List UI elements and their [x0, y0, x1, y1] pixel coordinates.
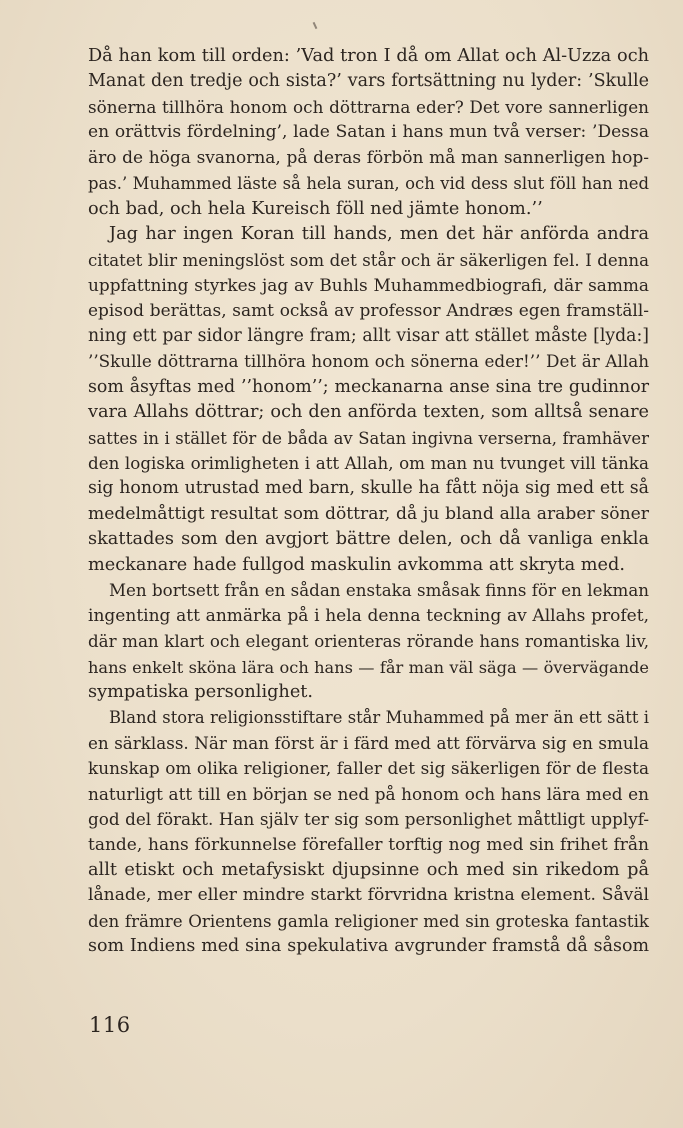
text-line: ingenting att anmärka på i hela denna teckning av Allahs profet, [88, 605, 649, 626]
text-line: vara Allahs döttrar; och den anförda texten, som alltså senare [88, 402, 649, 423]
text-line: Manat den tredje och sista?’ vars fortsättning nu lyder: ’Skulle [88, 71, 649, 92]
text-line: den främre Orientens gamla religioner med sin groteska fantastik [88, 911, 649, 931]
text-line: och bad, och hela Kureisch föll ned jämte honom.’’ [88, 198, 543, 219]
paragraph-start-line: Bland stora religionsstiftare står Muhammed på mer än ett sätt i [109, 708, 649, 728]
text-line: god del förakt. Han själv ter sig som personlighet måttligt upplyf- [88, 809, 649, 830]
text-line: citatet blir meningslöst som det står och är säkerligen fel. I denna [88, 250, 649, 270]
text-line: allt etiskt och metafysiskt djupsinne och med sin rikedom på [88, 860, 649, 880]
text-line: ning ett par sidor längre fram; allt visar att stället måste [lyda:] [88, 325, 649, 346]
text-line: den logiska orimligheten i att Allah, om man nu tvunget vill tänka [88, 453, 649, 473]
text-line: meckanare hade fullgod maskulin avkomma att skryta med. [88, 554, 625, 575]
text-line: en orättvis fördelning’, lade Satan i hans mun två verser: ’Dessa [88, 122, 649, 143]
text-line: pas.’ Muhammed läste så hela suran, och vid dess slut föll han ned [88, 174, 649, 194]
text-line: medelmåttigt resultat som döttrar, då ju bland alla araber söner [88, 503, 649, 524]
text-line: sattes in i stället för de båda av Satan ingivna verserna, framhäver [88, 428, 649, 448]
text-line: sig honom utrustad med barn, skulle ha fått nöja sig med ett så [88, 478, 649, 499]
text-line: som Indiens med sina spekulativa avgrunder framstå då såsom [88, 936, 649, 957]
text-line: skattades som den avgjort bättre delen, och då vanliga enkla [88, 529, 649, 550]
text-line: episod berättas, samt också av professor Andræs egen framställ- [88, 300, 649, 321]
text-line: naturligt att till en början se ned på honom och hans lära med en [88, 783, 649, 804]
text-line: ’’Skulle döttrarna tillhöra honom och sönerna eder!’’ Det är Allah [88, 351, 649, 372]
text-line: som åsyftas med ’’honom’’; meckanarna anse sina tre gudinnor [88, 376, 649, 397]
paragraph-start-line: Men bortsett från en sådan enstaka småsak finns för en lekman [109, 581, 649, 601]
paragraph-start-line: Jag har ingen Koran till hands, men det här anförda andra [109, 224, 649, 245]
text-line: sympatiska personlighet. [88, 681, 314, 702]
text-line: där man klart och elegant orienteras rörande hans romantiska liv, [88, 632, 649, 652]
text-line: hans enkelt sköna lära och hans — får man väl säga — övervägande [88, 657, 649, 677]
text-line: kunskap om olika religioner, faller det sig säkerligen för de flesta [88, 758, 649, 779]
text-line: sönerna tillhöra honom och döttrarna eder? Det vore sannerligen [88, 96, 649, 117]
text-line: tande, hans förkunnelse förefaller torftig nog med sin frihet från [88, 834, 649, 855]
text-line: uppfattning styrkes jag av Buhls Muhammedbiografi, där samma [88, 274, 649, 295]
body-text [88, 44, 649, 960]
text-line: Då han kom till orden: ’Vad tron I då om Allat och Al-Uzza och [88, 46, 649, 66]
text-line: lånade, mer eller mindre starkt förvridna kristna element. Såväl [88, 885, 649, 906]
text-line: en särklass. När man först är i färd med att förvärva sig en smula [88, 732, 649, 753]
ink-speck [313, 22, 318, 29]
text-line: äro de höga svanorna, på deras förbön må man sannerligen hop- [88, 147, 649, 168]
page-number: 116 [89, 1013, 131, 1037]
